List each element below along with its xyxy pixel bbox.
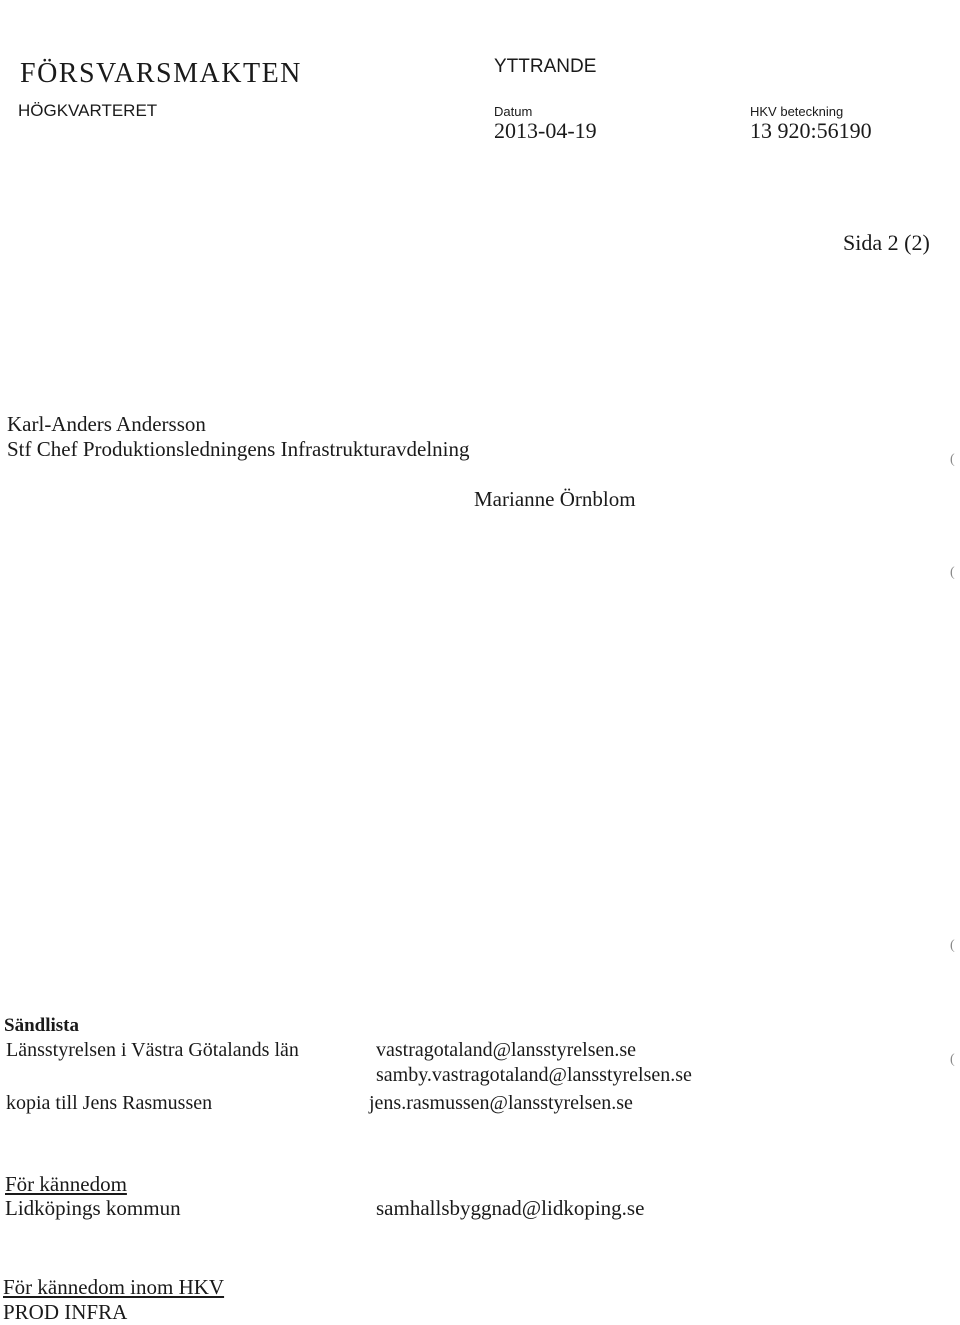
for-information-heading: För kännedom [5,1172,127,1196]
scan-mark: ( [950,565,955,580]
information-recipient-name: Lidköpings kommun [5,1196,181,1220]
signer-name: Karl-Anders Andersson [7,412,206,436]
internal-recipient: PROD INFRA [3,1300,128,1324]
handler-name: Marianne Örnblom [474,487,636,511]
organization-unit: HÖGKVARTERET [18,101,158,120]
signer-title: Stf Chef Produktionsledningens Infrastrukturavdelning [7,437,470,461]
recipient-name: kopia till Jens Rasmussen [6,1092,213,1114]
document-date: 2013-04-19 [494,118,597,143]
reference-label: HKV beteckning [750,104,844,119]
recipient-email[interactable]: vastragotaland@lansstyrelsen.se [376,1039,637,1061]
date-label: Datum [494,104,533,119]
page-number: Sida 2 (2) [843,230,930,255]
scan-mark: ( [950,938,955,953]
recipient-name: Länsstyrelsen i Västra Götalands län [6,1039,299,1061]
distribution-heading: Sändlista [4,1015,79,1036]
recipient-email[interactable]: jens.rasmussen@lansstyrelsen.se [369,1092,633,1114]
document-type: YTTRANDE [494,56,597,77]
scan-mark: ( [950,452,955,467]
internal-information-heading: För kännedom inom HKV [3,1275,225,1299]
reference-number: 13 920:56190 [750,118,872,143]
organization-name: FÖRSVARSMAKTEN [20,58,302,89]
recipient-email[interactable]: samby.vastragotaland@lansstyrelsen.se [376,1064,692,1086]
information-recipient-email[interactable]: samhallsbyggnad@lidkoping.se [376,1196,645,1220]
scan-mark: ( [950,1052,955,1067]
